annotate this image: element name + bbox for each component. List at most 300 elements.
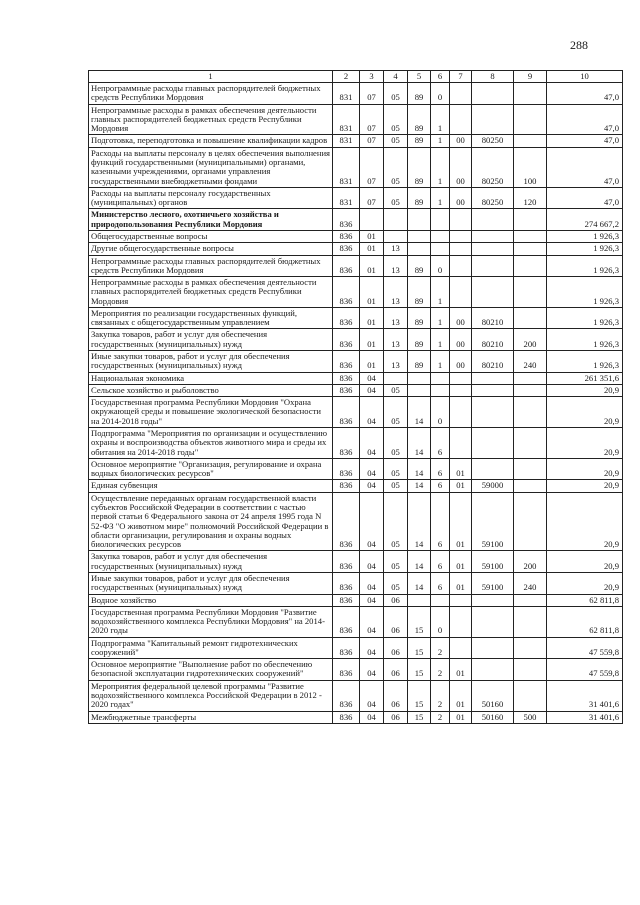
program-code: 14 xyxy=(408,551,431,573)
expense-type-code xyxy=(514,458,547,480)
program-code: 89 xyxy=(408,351,431,373)
event-code: 01 xyxy=(450,551,472,573)
subsection-code: 06 xyxy=(384,606,408,637)
direction-code: 80210 xyxy=(472,351,514,373)
event-code: 01 xyxy=(450,458,472,480)
program-code: 89 xyxy=(408,135,431,147)
section-code: 07 xyxy=(360,135,384,147)
subprogram-code: 6 xyxy=(431,572,450,594)
ministry-code: 836 xyxy=(333,243,360,255)
subsection-code: 05 xyxy=(384,492,408,551)
section-code: 04 xyxy=(360,637,384,659)
expense-type-code xyxy=(514,428,547,459)
program-code: 89 xyxy=(408,83,431,105)
subprogram-code xyxy=(431,209,450,231)
section-code: 04 xyxy=(360,372,384,384)
event-code: 00 xyxy=(450,351,472,373)
direction-code xyxy=(472,104,514,135)
header-row xyxy=(89,71,623,83)
event-code: 01 xyxy=(450,492,472,551)
amount: 1 926,3 xyxy=(547,243,623,255)
subsection-code: 05 xyxy=(384,428,408,459)
ministry-code: 831 xyxy=(333,187,360,209)
direction-code: 50160 xyxy=(472,680,514,711)
program-code: 15 xyxy=(408,711,431,723)
expense-type-code xyxy=(514,277,547,308)
table-row xyxy=(89,277,623,308)
amount: 20,9 xyxy=(547,572,623,594)
item-name: Другие общегосударственные вопросы xyxy=(89,243,333,255)
subsection-code xyxy=(384,209,408,231)
expense-type-code xyxy=(514,659,547,681)
amount: 62 811,8 xyxy=(547,594,623,606)
header-cell: 6 xyxy=(431,71,450,83)
table-row xyxy=(89,209,623,231)
table-row xyxy=(89,147,623,187)
table-row xyxy=(89,458,623,480)
expense-type-code xyxy=(514,243,547,255)
item-name: Непрограммные расходы в рамках обеспечения деятельности главных распорядителей бюджетных средств Республики Мордовия xyxy=(89,104,333,135)
item-name: Мероприятия федеральной целевой программы "Развитие водохозяйственного комплекса Российской Федерации в 2012 - 2020 годах" xyxy=(89,680,333,711)
program-code: 15 xyxy=(408,680,431,711)
event-code: 00 xyxy=(450,329,472,351)
amount: 1 926,3 xyxy=(547,277,623,308)
section-code: 01 xyxy=(360,277,384,308)
section-code: 01 xyxy=(360,351,384,373)
expense-type-code xyxy=(514,230,547,242)
section-code: 04 xyxy=(360,397,384,428)
direction-code: 80250 xyxy=(472,147,514,187)
section-code: 07 xyxy=(360,187,384,209)
amount: 47,0 xyxy=(547,147,623,187)
table-row xyxy=(89,480,623,492)
ministry-code: 836 xyxy=(333,372,360,384)
ministry-code: 831 xyxy=(333,104,360,135)
direction-code: 80250 xyxy=(472,135,514,147)
section-code: 04 xyxy=(360,606,384,637)
amount: 20,9 xyxy=(547,551,623,573)
item-name: Расходы на выплаты персоналу государственных (муниципальных) органов xyxy=(89,187,333,209)
expense-type-code xyxy=(514,209,547,231)
event-code xyxy=(450,372,472,384)
expense-type-code xyxy=(514,135,547,147)
event-code xyxy=(450,384,472,396)
direction-code xyxy=(472,594,514,606)
expense-type-code xyxy=(514,384,547,396)
section-code: 01 xyxy=(360,255,384,277)
subsection-code: 05 xyxy=(384,104,408,135)
amount: 47,0 xyxy=(547,83,623,105)
ministry-code: 836 xyxy=(333,397,360,428)
event-code xyxy=(450,255,472,277)
item-name: Водное хозяйство xyxy=(89,594,333,606)
program-code: 89 xyxy=(408,307,431,329)
direction-code: 59000 xyxy=(472,480,514,492)
section-code xyxy=(360,209,384,231)
table-row xyxy=(89,428,623,459)
subprogram-code: 1 xyxy=(431,351,450,373)
section-code: 04 xyxy=(360,551,384,573)
ministry-code: 836 xyxy=(333,351,360,373)
subsection-code: 05 xyxy=(384,135,408,147)
ministry-code: 836 xyxy=(333,480,360,492)
subsection-code: 06 xyxy=(384,594,408,606)
subsection-code: 06 xyxy=(384,680,408,711)
ministry-code: 831 xyxy=(333,83,360,105)
section-code: 04 xyxy=(360,384,384,396)
item-name: Непрограммные расходы в рамках обеспечения деятельности главных распорядителей бюджетных средств Республики Мордовия xyxy=(89,277,333,308)
subsection-code: 05 xyxy=(384,480,408,492)
item-name: Непрограммные расходы главных распорядителей бюджетных средств Республики Мордовия xyxy=(89,83,333,105)
amount: 261 351,6 xyxy=(547,372,623,384)
subsection-code: 13 xyxy=(384,307,408,329)
expense-type-code xyxy=(514,606,547,637)
event-code xyxy=(450,428,472,459)
expense-type-code: 200 xyxy=(514,551,547,573)
item-name: Иные закупки товаров, работ и услуг для обеспечения государственных (муниципальных) нужд xyxy=(89,351,333,373)
subprogram-code: 0 xyxy=(431,397,450,428)
subprogram-code: 6 xyxy=(431,428,450,459)
item-name: Подпрограмма "Мероприятия по организации и осуществлению охраны и воспроизводства объектов животного мира и среды их обитания на 2014-2018 годы" xyxy=(89,428,333,459)
table-row xyxy=(89,680,623,711)
ministry-code: 836 xyxy=(333,428,360,459)
event-code xyxy=(450,397,472,428)
subsection-code: 05 xyxy=(384,83,408,105)
subprogram-code xyxy=(431,372,450,384)
section-code: 07 xyxy=(360,83,384,105)
amount: 62 811,8 xyxy=(547,606,623,637)
direction-code: 80250 xyxy=(472,187,514,209)
section-code: 07 xyxy=(360,147,384,187)
table-row xyxy=(89,594,623,606)
subprogram-code: 2 xyxy=(431,637,450,659)
subprogram-code: 6 xyxy=(431,551,450,573)
program-code xyxy=(408,230,431,242)
subsection-code: 13 xyxy=(384,255,408,277)
program-code: 15 xyxy=(408,659,431,681)
direction-code xyxy=(472,277,514,308)
program-code: 89 xyxy=(408,329,431,351)
item-name: Межбюджетные трансферты xyxy=(89,711,333,723)
expense-type-code: 120 xyxy=(514,187,547,209)
event-code: 00 xyxy=(450,307,472,329)
event-code: 01 xyxy=(450,572,472,594)
subsection-code xyxy=(384,372,408,384)
expense-type-code xyxy=(514,307,547,329)
table-row xyxy=(89,104,623,135)
expense-type-code: 500 xyxy=(514,711,547,723)
subsection-code: 05 xyxy=(384,147,408,187)
amount: 31 401,6 xyxy=(547,680,623,711)
subsection-code: 06 xyxy=(384,637,408,659)
amount: 47,0 xyxy=(547,104,623,135)
table-row xyxy=(89,351,623,373)
direction-code xyxy=(472,659,514,681)
subprogram-code: 6 xyxy=(431,458,450,480)
section-code: 07 xyxy=(360,104,384,135)
ministry-code: 836 xyxy=(333,680,360,711)
amount: 47 559,8 xyxy=(547,637,623,659)
amount: 20,9 xyxy=(547,384,623,396)
program-code: 89 xyxy=(408,187,431,209)
expense-type-code xyxy=(514,492,547,551)
subsection-code: 06 xyxy=(384,659,408,681)
subprogram-code: 6 xyxy=(431,492,450,551)
amount: 1 926,3 xyxy=(547,329,623,351)
ministry-code: 836 xyxy=(333,492,360,551)
expense-type-code xyxy=(514,83,547,105)
program-code: 14 xyxy=(408,397,431,428)
budget-body xyxy=(89,83,623,724)
subsection-code: 06 xyxy=(384,711,408,723)
expense-type-code: 200 xyxy=(514,329,547,351)
expense-type-code xyxy=(514,480,547,492)
item-name: Основное мероприятие "Организация, регулирование и охрана водных биологических ресурсов" xyxy=(89,458,333,480)
subprogram-code xyxy=(431,230,450,242)
expense-type-code xyxy=(514,255,547,277)
amount: 20,9 xyxy=(547,428,623,459)
program-code: 14 xyxy=(408,428,431,459)
expense-type-code xyxy=(514,594,547,606)
ministry-code: 836 xyxy=(333,551,360,573)
direction-code: 80210 xyxy=(472,307,514,329)
header-cell: 2 xyxy=(333,71,360,83)
ministry-code: 831 xyxy=(333,135,360,147)
direction-code xyxy=(472,606,514,637)
event-code: 00 xyxy=(450,187,472,209)
event-code: 00 xyxy=(450,135,472,147)
table-row xyxy=(89,187,623,209)
item-name: Иные закупки товаров, работ и услуг для обеспечения государственных (муниципальных) нужд xyxy=(89,572,333,594)
direction-code xyxy=(472,209,514,231)
direction-code: 59100 xyxy=(472,572,514,594)
ministry-code: 836 xyxy=(333,230,360,242)
ministry-code: 836 xyxy=(333,594,360,606)
expense-type-code: 100 xyxy=(514,147,547,187)
expense-type-code xyxy=(514,104,547,135)
subprogram-code: 1 xyxy=(431,147,450,187)
amount: 47,0 xyxy=(547,135,623,147)
direction-code xyxy=(472,230,514,242)
program-code: 14 xyxy=(408,572,431,594)
subsection-code: 05 xyxy=(384,551,408,573)
subprogram-code: 1 xyxy=(431,277,450,308)
subprogram-code: 2 xyxy=(431,659,450,681)
header-cell: 5 xyxy=(408,71,431,83)
header-cell: 8 xyxy=(472,71,514,83)
subprogram-code: 1 xyxy=(431,307,450,329)
table-row xyxy=(89,329,623,351)
item-name: Подготовка, переподготовка и повышение квалификации кадров xyxy=(89,135,333,147)
event-code xyxy=(450,104,472,135)
amount: 1 926,3 xyxy=(547,230,623,242)
ministry-code: 836 xyxy=(333,277,360,308)
table-row xyxy=(89,637,623,659)
subprogram-code xyxy=(431,243,450,255)
subprogram-code xyxy=(431,384,450,396)
subprogram-code: 6 xyxy=(431,480,450,492)
page-number: 288 xyxy=(570,38,588,52)
subprogram-code xyxy=(431,594,450,606)
section-code: 04 xyxy=(360,458,384,480)
event-code: 00 xyxy=(450,147,472,187)
amount: 1 926,3 xyxy=(547,351,623,373)
table-row xyxy=(89,492,623,551)
section-code: 04 xyxy=(360,659,384,681)
event-code xyxy=(450,277,472,308)
table-row xyxy=(89,659,623,681)
program-code: 14 xyxy=(408,480,431,492)
event-code: 01 xyxy=(450,659,472,681)
subsection-code: 05 xyxy=(384,397,408,428)
amount: 1 926,3 xyxy=(547,307,623,329)
subprogram-code: 0 xyxy=(431,83,450,105)
amount: 20,9 xyxy=(547,458,623,480)
event-code xyxy=(450,606,472,637)
direction-code xyxy=(472,428,514,459)
subprogram-code: 1 xyxy=(431,329,450,351)
expense-type-code xyxy=(514,372,547,384)
program-code xyxy=(408,594,431,606)
table-row xyxy=(89,230,623,242)
event-code: 01 xyxy=(450,480,472,492)
table-row xyxy=(89,135,623,147)
budget-table xyxy=(88,70,623,724)
amount: 31 401,6 xyxy=(547,711,623,723)
expense-type-code xyxy=(514,637,547,659)
direction-code xyxy=(472,255,514,277)
ministry-code: 831 xyxy=(333,147,360,187)
event-code xyxy=(450,230,472,242)
program-code: 89 xyxy=(408,147,431,187)
expense-type-code: 240 xyxy=(514,572,547,594)
table-row xyxy=(89,243,623,255)
subsection-code xyxy=(384,230,408,242)
table-row xyxy=(89,83,623,105)
section-code: 04 xyxy=(360,480,384,492)
item-name: Общегосударственные вопросы xyxy=(89,230,333,242)
table-row xyxy=(89,397,623,428)
subprogram-code: 0 xyxy=(431,606,450,637)
item-name: Осуществление переданных органам государственной власти субъектов Российской Федерации в соответствии с частью первой статьи 6 Федерального закона от 24 апреля 1995 года N 52-ФЗ "О животном мире" полномочий Российской Федерации в области организации, регулирования и охраны водных биологических ресурсов xyxy=(89,492,333,551)
amount: 47 559,8 xyxy=(547,659,623,681)
table-row xyxy=(89,551,623,573)
header-cell: 10 xyxy=(547,71,623,83)
item-name: Основное мероприятие "Выполнение работ по обеспечению безопасной эксплуатации гидротехнических сооружений" xyxy=(89,659,333,681)
ministry-code: 836 xyxy=(333,209,360,231)
item-name: Единая субвенция xyxy=(89,480,333,492)
program-code: 15 xyxy=(408,606,431,637)
header-cell: 1 xyxy=(89,71,333,83)
section-code: 04 xyxy=(360,572,384,594)
program-code xyxy=(408,372,431,384)
event-code xyxy=(450,243,472,255)
direction-code xyxy=(472,243,514,255)
amount: 1 926,3 xyxy=(547,255,623,277)
program-code: 14 xyxy=(408,492,431,551)
subsection-code: 05 xyxy=(384,458,408,480)
event-code xyxy=(450,594,472,606)
program-code: 89 xyxy=(408,277,431,308)
table-row xyxy=(89,372,623,384)
item-name: Закупка товаров, работ и услуг для обеспечения государственных (муниципальных) нужд xyxy=(89,329,333,351)
section-code: 04 xyxy=(360,492,384,551)
subsection-code: 13 xyxy=(384,243,408,255)
item-name: Расходы на выплаты персоналу в целях обеспечения выполнения функций государственными (муниципальными) органами, казенными учреждениями, органами управления государственными внебюджетными фондами xyxy=(89,147,333,187)
item-name: Национальная экономика xyxy=(89,372,333,384)
expense-type-code xyxy=(514,397,547,428)
ministry-code: 836 xyxy=(333,329,360,351)
amount: 47,0 xyxy=(547,187,623,209)
subsection-code: 05 xyxy=(384,187,408,209)
direction-code xyxy=(472,83,514,105)
header-cell: 4 xyxy=(384,71,408,83)
expense-type-code: 240 xyxy=(514,351,547,373)
amount: 20,9 xyxy=(547,397,623,428)
table-row xyxy=(89,606,623,637)
program-code xyxy=(408,209,431,231)
direction-code xyxy=(472,384,514,396)
program-code: 15 xyxy=(408,637,431,659)
header-cell: 7 xyxy=(450,71,472,83)
direction-code xyxy=(472,458,514,480)
event-code: 01 xyxy=(450,711,472,723)
section-code: 01 xyxy=(360,329,384,351)
subprogram-code: 1 xyxy=(431,104,450,135)
section-code: 04 xyxy=(360,428,384,459)
direction-code xyxy=(472,372,514,384)
table-row xyxy=(89,255,623,277)
amount: 20,9 xyxy=(547,480,623,492)
expense-type-code xyxy=(514,680,547,711)
ministry-code: 836 xyxy=(333,307,360,329)
subsection-code: 05 xyxy=(384,572,408,594)
item-name: Министерство лесного, охотничьего хозяйства и природопользования Республики Мордовия xyxy=(89,209,333,231)
event-code xyxy=(450,637,472,659)
subprogram-code: 1 xyxy=(431,187,450,209)
item-name: Непрограммные расходы главных распорядителей бюджетных средств Республики Мордовия xyxy=(89,255,333,277)
section-code: 04 xyxy=(360,594,384,606)
item-name: Подпрограмма "Капитальный ремонт гидротехнических сооружений" xyxy=(89,637,333,659)
item-name: Мероприятия по реализации государственных функций, связанных с общегосударственным управлением xyxy=(89,307,333,329)
direction-code xyxy=(472,397,514,428)
subsection-code: 13 xyxy=(384,329,408,351)
table-row xyxy=(89,307,623,329)
direction-code: 59100 xyxy=(472,492,514,551)
ministry-code: 836 xyxy=(333,384,360,396)
direction-code: 80210 xyxy=(472,329,514,351)
section-code: 01 xyxy=(360,307,384,329)
amount: 20,9 xyxy=(547,492,623,551)
amount: 274 667,2 xyxy=(547,209,623,231)
subsection-code: 05 xyxy=(384,384,408,396)
program-code xyxy=(408,243,431,255)
event-code xyxy=(450,83,472,105)
subsection-code: 13 xyxy=(384,351,408,373)
ministry-code: 836 xyxy=(333,659,360,681)
ministry-code: 836 xyxy=(333,637,360,659)
direction-code: 59100 xyxy=(472,551,514,573)
program-code xyxy=(408,384,431,396)
ministry-code: 836 xyxy=(333,255,360,277)
subprogram-code: 0 xyxy=(431,255,450,277)
subprogram-code: 1 xyxy=(431,135,450,147)
section-code: 01 xyxy=(360,230,384,242)
ministry-code: 836 xyxy=(333,458,360,480)
ministry-code: 836 xyxy=(333,606,360,637)
item-name: Государственная программа Республики Мордовия "Охрана окружающей среды и повышение экологической безопасности на 2014-2018 годы" xyxy=(89,397,333,428)
program-code: 89 xyxy=(408,255,431,277)
